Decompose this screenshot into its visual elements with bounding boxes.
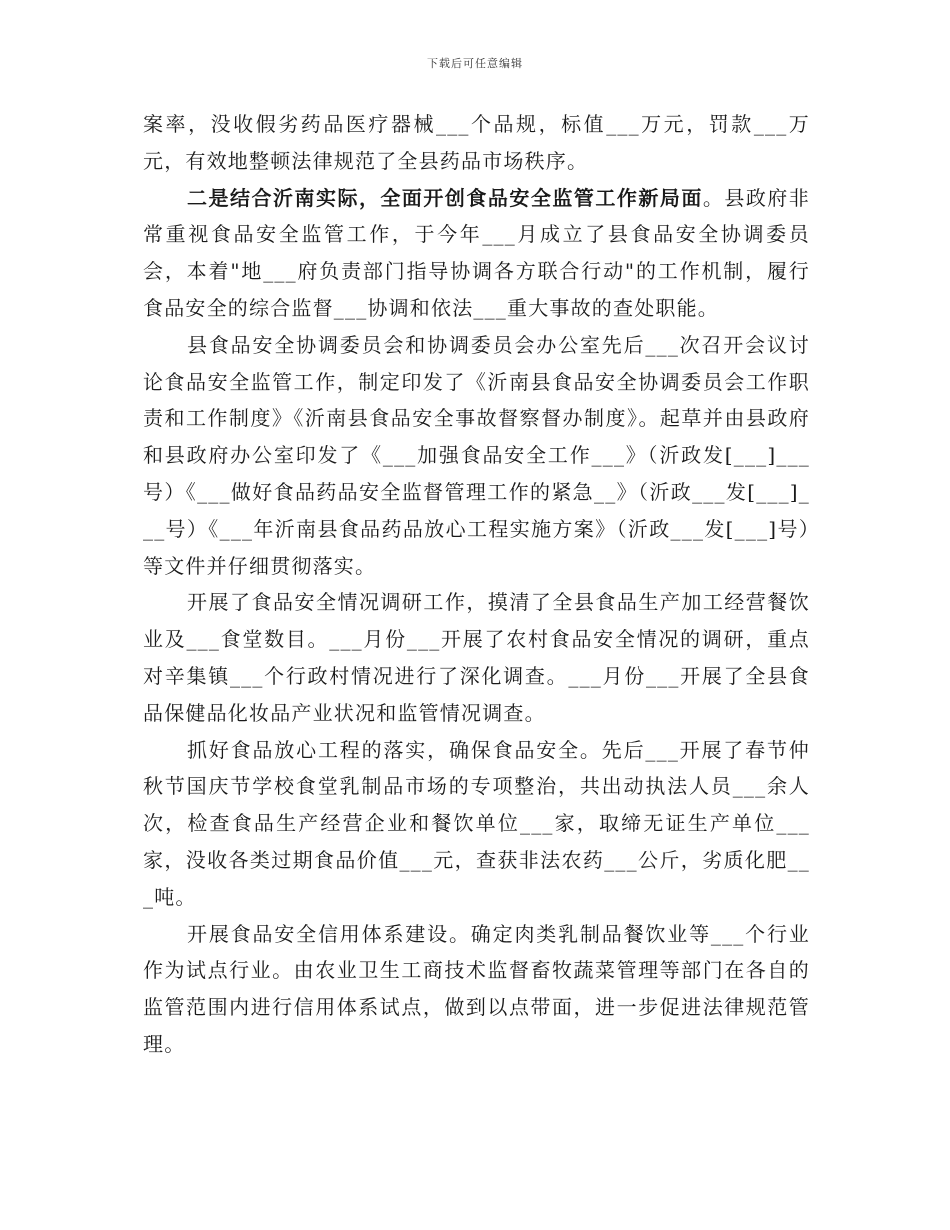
paragraph-2-body: 。县政府非常重视食品安全监管工作，于今年___月成立了县食品安全协调委员会，本着"地___府负责部门指导协调各方联合行动"的工作机制，履行食品安全的综合监督___协调和依法___重大事故的查处职能。: [143, 185, 810, 320]
paragraph-4: 开展了食品安全情况调研工作，摸清了全县食品生产加工经营餐饮业及___食堂数目。___月份___开展了农村食品安全情况的调研，重点对辛集镇___个行政村情况进行了深化调查。___月份___开展了全县食品保健品化妆品产业状况和监管情况调查。: [143, 590, 810, 725]
paragraph-1: 案率，没收假劣药品医疗器械___个品规，标值___万元，罚款___万元，有效地整顿法律规范了全县药品市场秩序。: [143, 112, 810, 173]
page-header-note: 下载后可任意编辑: [427, 57, 523, 70]
paragraph-2: [143, 180, 810, 327]
paragraph-2-heading: 二是结合沂南实际，全面开创食品安全监管工作新局面: [187, 185, 703, 210]
paragraph-3: 县食品安全协调委员会和协调委员会办公室先后___次召开会议讨论食品安全监管工作，制定印发了《沂南县食品安全协调委员会工作职责和工作制度》《沂南县食品安全事故督察督办制度》。起草并由县政府和县政府办公室印发了《___加强食品安全工作___》（沂政发[___]___号）《___做好食品药品安全监督管理工作的紧急__》（沂政___发[___]___号）《___年沂南县食品药品放心工程实施方案》（沂政___发[___]号）等文件并仔细贯彻落实。: [143, 332, 810, 578]
paragraph-6: 开展食品安全信用体系建设。确定肉类乳制品餐饮业等___个行业作为试点行业。由农业卫生工商技术监督畜牧蔬菜管理等部门在各自的监管范围内进行信用体系试点，做到以点带面，进一步促进法律规范管理。: [143, 921, 810, 1056]
paragraph-5: 抓好食品放心工程的落实，确保食品安全。先后___开展了春节仲秋节国庆节学校食堂乳制品市场的专项整治，共出动执法人员___余人次，检查食品生产经营企业和餐饮单位___家，取缔无证生产单位___家，没收各类过期食品价值___元，查获非法农药___公斤，劣质化肥___吨。: [143, 737, 810, 909]
document-body: [143, 106, 810, 1063]
